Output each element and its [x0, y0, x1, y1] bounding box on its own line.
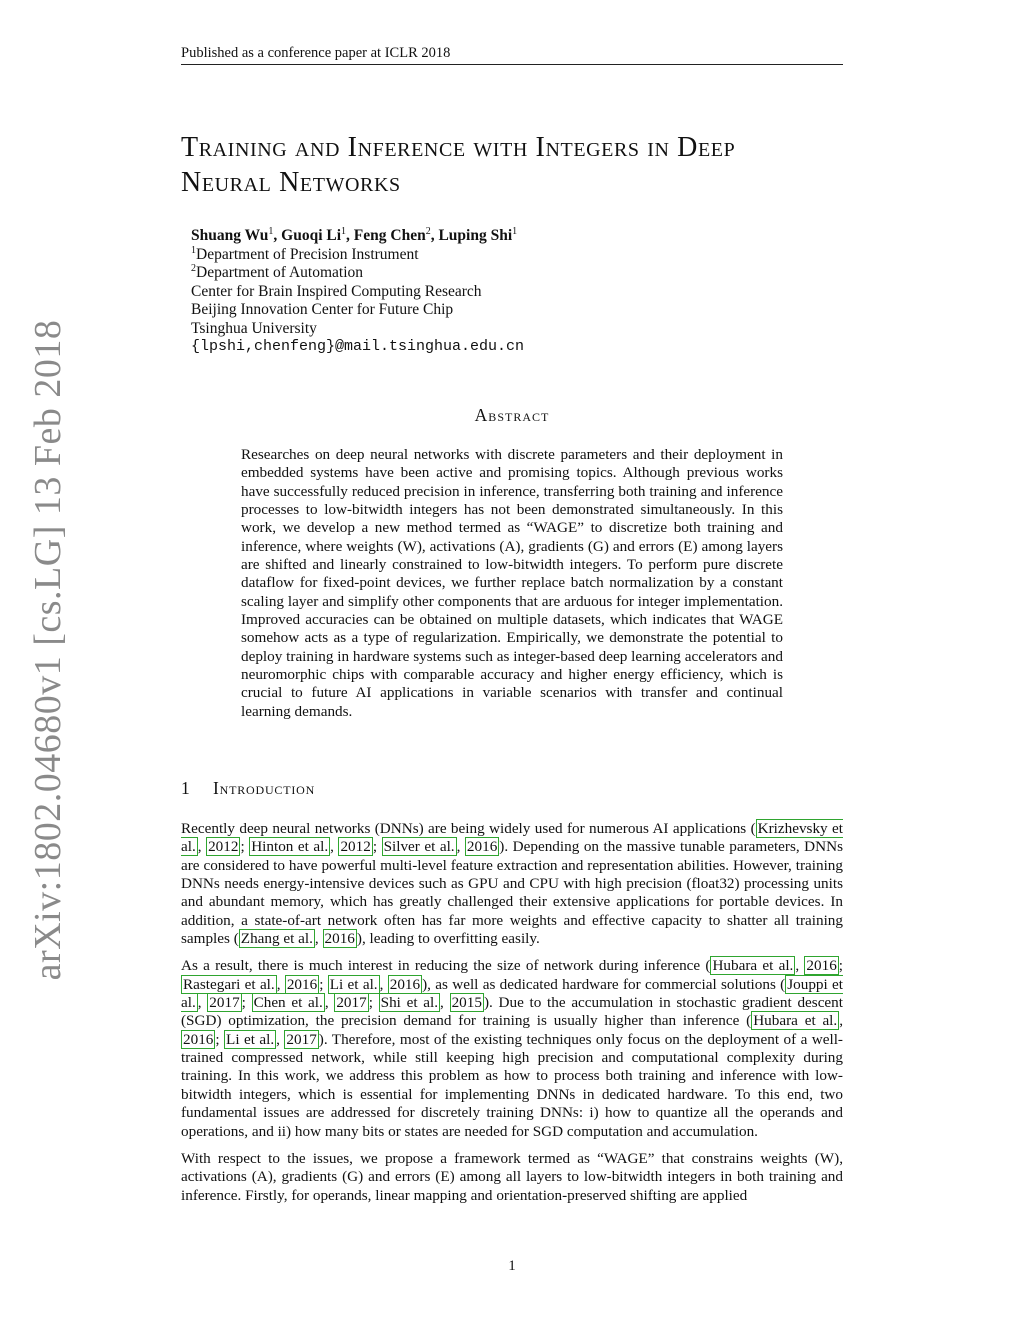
title-line-2: Neural Networks: [181, 167, 401, 198]
author-affiliation-mark: 2: [425, 225, 431, 237]
citation-link[interactable]: Li et al.: [329, 975, 378, 993]
citation-link[interactable]: Hinton et al.: [251, 838, 329, 856]
page-number: 1: [508, 1258, 516, 1274]
author-names: Shuang Wu$^1$, Guoqi Li$^1$, Feng Chen$^2$, Luping Shi$^1$: [191, 225, 518, 244]
arxiv-id-text: arXiv:1802.04680v1 [cs.LG] 13 Feb 2018: [27, 319, 69, 981]
affiliation-mark: 1: [191, 244, 196, 256]
section-title: Introduction: [213, 778, 316, 798]
affiliation-1: [191, 246, 791, 265]
text-run: ), leading to overfitting easily.: [356, 930, 540, 948]
abstract-heading: Abstract: [474, 405, 550, 425]
citation-link[interactable]: 2017: [209, 994, 240, 1012]
paragraph: Recently deep neural networks (DNNs) are being widely used for numerous AI applications ( Krizhevsky et al. , 2012 ; Hinton et al. , 2012 ; Silver et al. , 2016 ). Depending on the massive tunable parameters, DNNs are considered to have powerful multi-level feature extraction and representation abilities. However, training DNNs needs energy-intensive devices such as GPU and CPU with high precision (float32) processing units and abundant memory, which has greatly challenged their extensive applications for portable devices. In addition, a state-of-art network often has far more weights and effective capacity to shatter all training samples ( Zhang et al. , 2016 ), leading to overfitting easily.: [181, 820, 843, 948]
paragraph: As a result, there is much interest in reducing the size of network during inference ( Hubara et al. , 2016 ; Rastegari et al. , 2016 ; Li et al. , 2016 ), as well as dedicated hardware for commercial solutions ( Jouppi et al. , 2017 ; Chen et al. , 2017 ; Shi et al. , 2015 ). Due to the accumulation in stochastic gradient descent (SGD) optimization, the precision demand for training is usually higher than inference ( Hubara et al. , 2016 ; Li et al. , 2017 ). Therefore, most of the existing techniques only focus on the deployment of a well-trained compressed network, while still keeping high precision and computational complexity during training. In this work, we address this problem as how to process both training and inference with low-bitwidth integers, which is essential for implementing DNNs in dedicated hardware. To this end, two fundamental issues are addressed for discretely training DNNs: i) how to quantize all the operands and operations, and ii) how many bits or states are needed for SGD computation and accumulation.: [181, 957, 844, 1140]
affiliation-5: Tsinghua University: [191, 319, 317, 337]
affiliation-2: [191, 264, 791, 283]
citation-link[interactable]: Jouppi et al.: [181, 975, 844, 1012]
author-affiliation-mark: 1: [512, 225, 518, 237]
citation-link[interactable]: 2016: [466, 838, 498, 856]
text-run: ). Depending on the massive tunable parameters, DNNs are considered to have powerful multi-level feature extraction and representation abilities. However, training DNNs needs energy-intensive devices such as GPU and CPU with high precision (float32) processing units and abundant memory, which has greatly challenged their extensive applications for portable devices. In addition, a state-of-art network often has far more weights and effective capacity to shatter all training samples (: [181, 838, 843, 948]
section-heading-introduction: [181, 778, 315, 799]
citation-link[interactable]: 2015: [451, 994, 482, 1012]
introduction-body: [181, 820, 843, 1214]
citation-link[interactable]: Shi et al.: [380, 994, 439, 1012]
citation-link[interactable]: Hubara et al.: [712, 957, 794, 975]
citation-link[interactable]: 2016: [286, 975, 318, 993]
author-affiliation-mark: 1: [268, 225, 274, 237]
citation-link[interactable]: 2016: [324, 930, 355, 948]
citation-link[interactable]: 2017: [286, 1030, 317, 1048]
affiliation-text: Department of Precision Instrument: [196, 245, 419, 263]
paper-title: [181, 130, 861, 200]
affiliation-3: Center for Brain Inspired Computing Research: [191, 282, 482, 300]
text-run: ). Therefore, most of the existing techniques only focus on the deployment of a well-trained compressed network, while still keeping high precision and computational complexity during training. In this work, we address this problem as how to process both training and inference with low-bitwidth integers, which is essential for implementing DNNs in dedicated hardware. To this end, two fundamental issues are addressed for discretely training DNNs: i) how to quantize all the operands and operations, and ii) how many bits or states are needed for SGD computation and accumulation.: [181, 1030, 843, 1140]
text-run: Recently deep neural networks (DNNs) are being widely used for numerous AI applications (: [181, 820, 756, 837]
citation-link[interactable]: Zhang et al.: [240, 930, 313, 948]
citation-link[interactable]: Krizhevsky et al.: [181, 820, 843, 856]
citation-link[interactable]: Li et al.: [226, 1030, 275, 1048]
citation-link[interactable]: 2012: [208, 838, 239, 856]
author-name: Luping Shi: [438, 227, 513, 244]
section-number: 1: [181, 778, 191, 798]
citation-link[interactable]: Hubara et al.: [753, 1012, 838, 1030]
text-run: ), as well as dedicated hardware for commercial solutions (: [422, 975, 786, 993]
citation-link[interactable]: 2012: [340, 838, 371, 856]
citation-link[interactable]: Silver et al.: [383, 838, 455, 856]
text-run: ). Due to the accumulation in stochastic gradient descent (SGD) optimization, the precision demand for training is usually higher than inference (: [181, 994, 843, 1030]
author-name: Feng Chen: [353, 227, 426, 244]
author-affiliation-mark: 1: [341, 225, 347, 237]
citation-link[interactable]: 2016: [806, 957, 837, 975]
title-line-1: Training and Inference with Integers in Deep: [181, 132, 736, 163]
citation-link[interactable]: 2017: [336, 994, 367, 1012]
citation-link[interactable]: 2016: [389, 975, 421, 993]
citation-link[interactable]: 2016: [183, 1030, 214, 1048]
abstract-text: Researches on deep neural networks with discrete parameters and their deployment in embedded systems have been active and promising topics. Although previous works have successfully reduced precision in inference, transferring both training and inference processes to low-bitwidth integers has not been demonstrated simultaneously. In this work, we develop a new method termed as “WAGE” to discretize both training and inference, where weights (W), activations (A), gradients (G) and errors (E) among layers are shifted and linearly constrained to low-bitwidth integers. To perform pure discrete dataflow for fixed-point devices, we further replace batch normalization by a constant scaling layer and simplify other components that are arduous for integer implementation. Improved accuracies can be obtained on multiple datasets, which indicates that WAGE somehow acts as a type of regularization. Empirically, we demonstrate the potential to deploy training in hardware systems such as integer-based deep learning accelerators and neuromorphic chips with comparable accuracy and higher energy efficiency, which is crucial to future AI applications in variable scenarios with transfer and continual learning demands.: [241, 446, 783, 720]
paragraph: With respect to the issues, we propose a framework termed as “WAGE” that constrains weights (W), activations (A), gradients (G) and errors (E) among all layers to low-bitwidth integers in both training and inference. Firstly, for operands, linear mapping and orientation-preserved shifting are applied: [181, 1149, 843, 1204]
author-name: Guoqi Li: [281, 227, 342, 244]
running-header: Published as a conference paper at ICLR 2018: [181, 44, 843, 65]
author-name: Shuang Wu: [191, 227, 269, 244]
citation-link[interactable]: Rastegari et al.: [183, 975, 275, 993]
author-block: [191, 227, 791, 357]
citation-link[interactable]: Chen et al.: [253, 994, 323, 1012]
text-run: As a result, there is much interest in reducing the size of network during inference (: [181, 957, 711, 975]
affiliation-text: Department of Automation: [196, 264, 364, 281]
affiliation-4: Beijing Innovation Center for Future Chip: [191, 301, 454, 318]
author-email: {lpshi,chenfeng}@mail.tsinghua.edu.cn: [191, 338, 525, 355]
affiliation-mark: 2: [191, 262, 196, 274]
